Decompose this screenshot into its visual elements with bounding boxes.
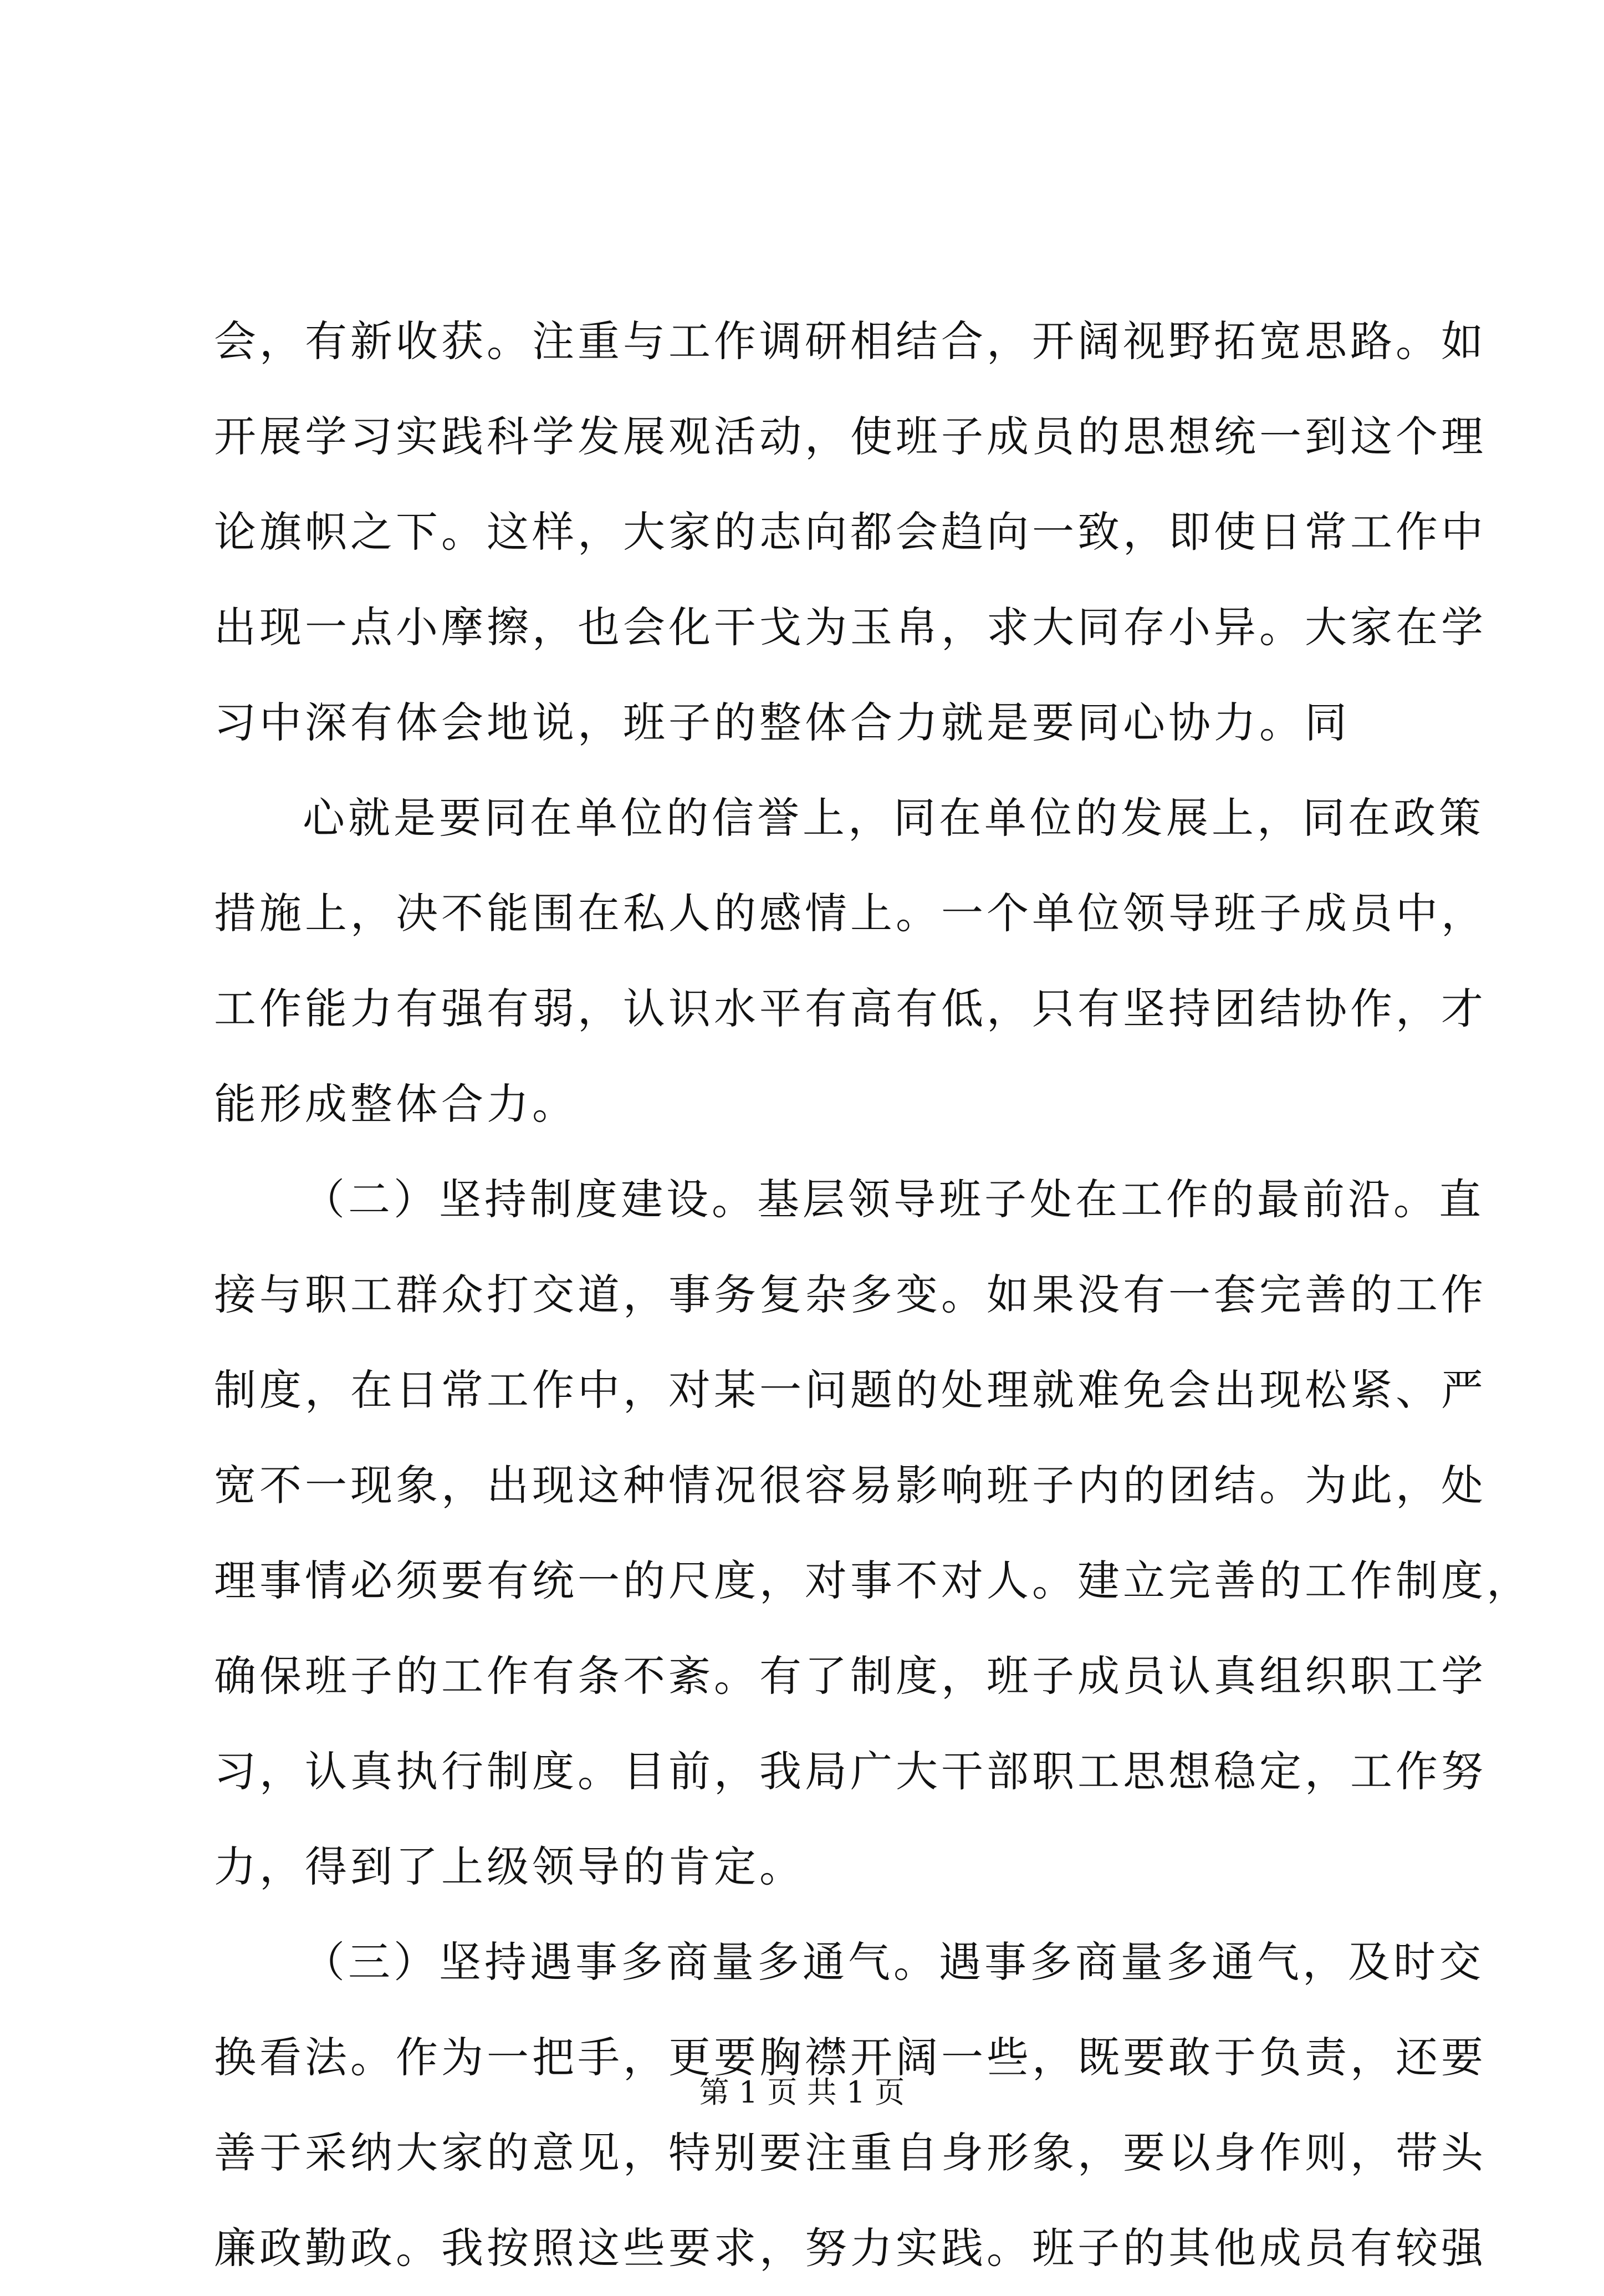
text-line: （三）坚持遇事多商量多通气。遇事多商量多通气，及时交 [303,1937,1484,1987]
text-line: 善于采纳大家的意见，特别要注重自身形象，要以身作则，带头 [214,2128,1486,2177]
text-line: 能形成整体合力。 [214,1079,578,1129]
text-line: （二）坚持制度建设。基层领导班子处在工作的最前沿。直 [303,1175,1484,1224]
text-line: 论旗帜之下。这样，大家的志向都会趋向一致，即使日常工作中 [214,507,1486,557]
text-line: 理事情必须要有统一的尺度，对事不对人。建立完善的工作制度， [214,1556,1532,1605]
text-line: 廉政勤政。我按照这些要求，努力实践。班子的其他成员有较强 [214,2223,1486,2273]
text-line: 开展学习实践科学发展观活动，使班子成员的思想统一到这个理 [214,412,1486,461]
text-line: 力，得到了上级领导的肯定。 [214,1842,805,1891]
text-line: 接与职工群众打交道，事务复杂多变。如果没有一套完善的工作 [214,1270,1486,1319]
text-line: 换看法。作为一把手，更要胸襟开阔一些，既要敢于负责，还要 [214,2033,1486,2082]
text-line: 习，认真执行制度。目前，我局广大干部职工思想稳定，工作努 [214,1747,1486,1796]
text-line: 会，有新收获。注重与工作调研相结合，开阔视野拓宽思路。如 [214,317,1486,366]
text-line: 制度，在日常工作中，对某一问题的处理就难免会出现松紧、严 [214,1365,1486,1415]
text-line: 习中深有体会地说，班子的整体合力就是要同心协力。同 [214,698,1350,747]
text-line: 宽不一现象，出现这种情况很容易影响班子内的团结。为此，处 [214,1461,1486,1510]
text-line: 出现一点小摩擦，也会化干戈为玉帛，求大同存小异。大家在学 [214,603,1486,652]
body-text [214,294,1532,2296]
page-footer: 第 1 页 共 1 页 [699,2075,905,2110]
text-line: 心就是要同在单位的信誉上，同在单位的发展上，同在政策 [303,793,1484,843]
text-line: 工作能力有强有弱，认识水平有高有低，只有坚持团结协作，才 [214,984,1486,1033]
text-line: 措施上，决不能围在私人的感情上。一个单位领导班子成员中， [214,889,1486,938]
text-line: 确保班子的工作有条不紊。有了制度，班子成员认真组织职工学 [214,1651,1486,1701]
